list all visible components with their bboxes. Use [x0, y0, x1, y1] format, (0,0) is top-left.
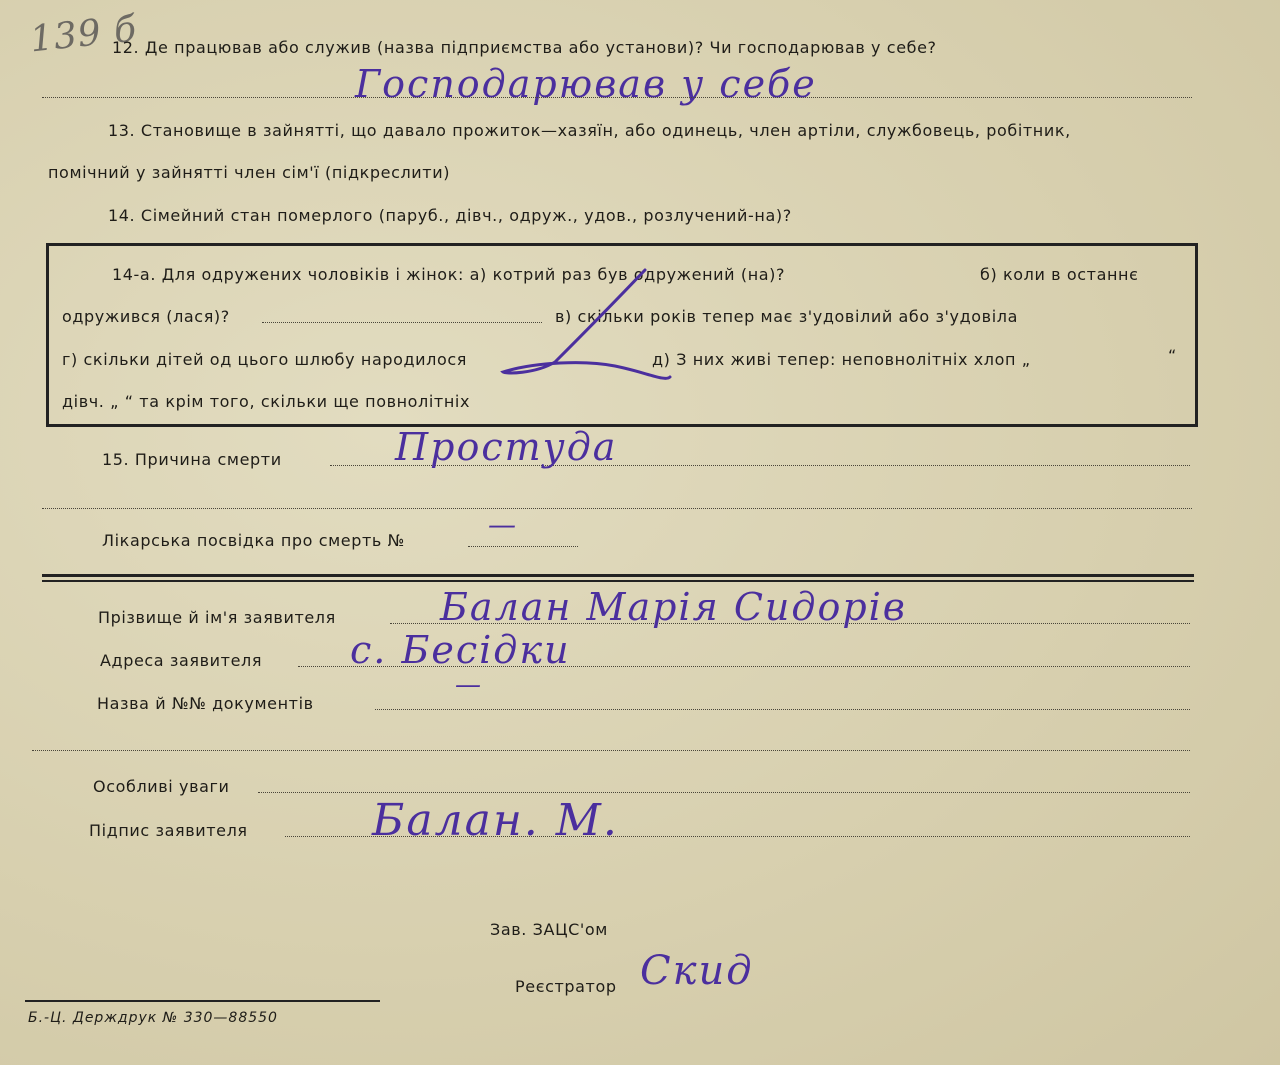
q15-label: 15. Причина смерти [102, 450, 282, 469]
q13-line1: 13. Становище в зайнятті, що давало прожиток—хазяїн, або одинець, член артіли, службовець, робітник, [108, 121, 1071, 140]
applicant-signature-label: Підпис заявителя [89, 821, 248, 840]
margin-note: 139 б [28, 8, 139, 61]
registrar-signature: Скид [640, 948, 754, 994]
applicant-name-label: Прізвище й ім'я заявителя [98, 608, 336, 627]
q14a-line3b: д) З них живі тепер: неповнолітніх хлоп „ [652, 350, 1031, 369]
applicant-address-label: Адреса заявителя [100, 651, 263, 670]
certificate-answer-line [468, 546, 578, 547]
q15-answer-handwriting: Простуда [395, 425, 618, 469]
q15-second-line [42, 508, 1192, 509]
q12-answer-handwriting: Господарював у себе [355, 62, 817, 106]
footer-rule [25, 1000, 380, 1002]
applicant-docs-line [375, 709, 1190, 710]
q14a-line4: дівч. „ “ та крім того, скільки ще повнолітніх [62, 392, 471, 411]
section-divider-top [42, 574, 1194, 577]
remarks-label: Особливі уваги [93, 777, 230, 796]
q14a-line3c: “ [1168, 346, 1177, 365]
q12-answer-line [42, 97, 1192, 98]
certificate-answer: — [488, 508, 518, 541]
q14a-line2a: одружився (лася)? [62, 307, 230, 326]
applicant-docs-label: Назва й №№ документів [97, 694, 314, 713]
printer-imprint: Б.-Ц. Держдрук № 330—88550 [28, 1010, 278, 1026]
remarks-line [258, 792, 1190, 793]
q14a-strike-through-mark [495, 262, 695, 392]
registrar-label: Реєстратор [515, 977, 617, 996]
q14a-line1: 14-а. Для одружених чоловіків і жінок: а) котрий раз був одружений (на)? [112, 265, 786, 284]
zags-head-label: Зав. ЗАЦС'ом [490, 920, 608, 939]
applicant-docs-second-line [32, 750, 1190, 751]
applicant-address-handwriting: с. Бесідки [350, 628, 571, 672]
q13-line2: помічний у зайнятті член сім'ї (підкреслити) [48, 163, 451, 182]
q14-label: 14. Сімейний стан померлого (паруб., дівч., одруж., удов., розлучений-на)? [108, 206, 792, 225]
q14a-line3a: г) скільки дітей од цього шлюбу народилося [62, 350, 467, 369]
q14a-line2b: в) скільки років тепер має з'удовілий або з'удовіла [555, 307, 1018, 326]
applicant-docs-handwriting: — [455, 670, 483, 700]
section-divider-bottom [42, 580, 1194, 582]
applicant-name-handwriting: Балан Марія Сидорів [440, 585, 907, 629]
applicant-signature-handwriting: Балан. М. [372, 795, 619, 846]
q12-label: 12. Де працював або служив (назва підприємства або установи)? Чи господарював у себе? [112, 38, 937, 57]
q14a-line1b: б) коли в останнє [980, 265, 1139, 284]
certificate-label: Лікарська посвідка про смерть № [102, 531, 405, 550]
